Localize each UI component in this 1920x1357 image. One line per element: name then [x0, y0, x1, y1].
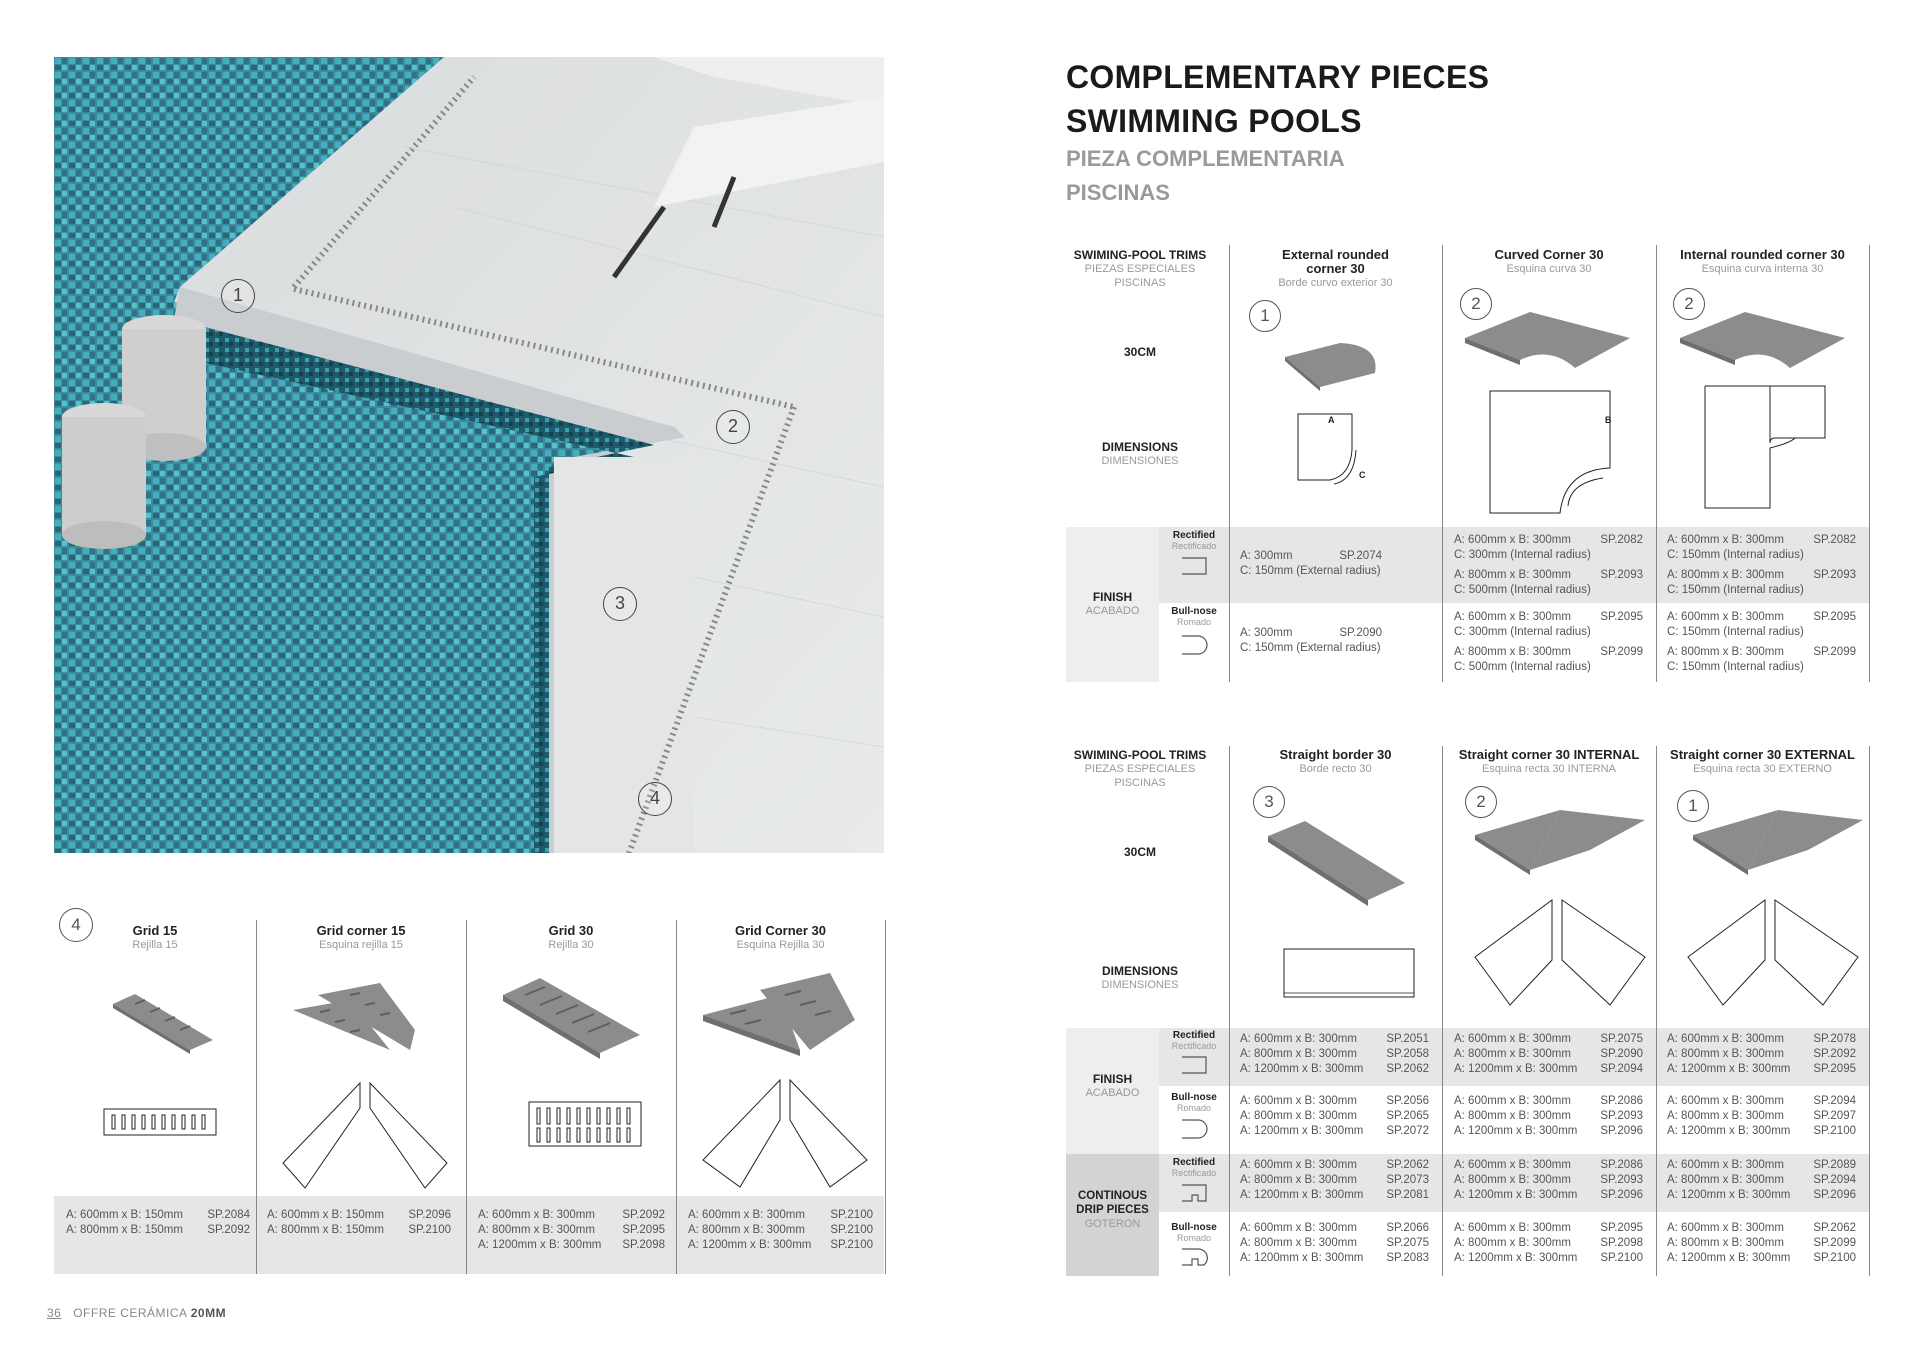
size-label: 30CM — [1123, 345, 1156, 359]
grid-corner-30-diagram — [700, 1075, 870, 1193]
dim-letter-a: A — [1328, 415, 1335, 425]
t1-rect-col2: A: 600mm x B: 300mm SP.2082 C: 300mm (Internal radius) A: 800mm x B: 300mm SP.2093 C: 500mm (Internal radius) — [1454, 534, 1643, 596]
divider — [1442, 245, 1443, 682]
straight-internal-diagram — [1470, 895, 1650, 1015]
finish-label: FINISH ACABADO — [1085, 590, 1140, 617]
grid-30-tile — [500, 975, 650, 1065]
straight-border-tile — [1265, 818, 1415, 918]
divider — [885, 920, 886, 1274]
col-curved-corner: Curved Corner 30 Esquina curva 30 — [1494, 247, 1604, 275]
dim-letter-c: C — [1359, 470, 1366, 480]
page-title — [1066, 55, 1489, 143]
subtitle-line-1: PIEZA COMPLEMENTARIA — [1066, 146, 1345, 171]
title-line-2: SWIMMING POOLS — [1066, 103, 1362, 139]
t1-rect-col3: A: 600mm x B: 300mm SP.2082 C: 150mm (Internal radius) A: 800mm x B: 300mm SP.2093 C: 150mm (Internal radius) — [1667, 534, 1856, 596]
dim-letter-b: B — [1605, 415, 1612, 425]
photo-callout-2: 2 — [716, 410, 750, 444]
straight-external-tile — [1688, 790, 1868, 890]
t2-db-c2: A: 600mm x B: 300mm SP.2095 A: 800mm x B: 300mm SP.2098 A: 1200mm x B: 300mm SP.2100 — [1454, 1222, 1643, 1264]
col5-callout: 2 — [1465, 786, 1497, 818]
drip-bullnose-icon — [1180, 1247, 1210, 1269]
drip-rectified-icon — [1180, 1183, 1210, 1205]
divider — [466, 920, 467, 1274]
photo-callout-3: 3 — [603, 587, 637, 621]
t2-db-c1: A: 600mm x B: 300mm SP.2066 A: 800mm x B: 300mm SP.2075 A: 1200mm x B: 300mm SP.2083 — [1240, 1222, 1429, 1264]
curved-corner-tile — [1460, 308, 1640, 378]
col-straight-internal: Straight corner 30 INTERNAL Esquina recta 30 INTERNA — [1458, 747, 1640, 775]
bullnose-edge-icon — [1180, 634, 1210, 656]
col-grid-30: Grid 30 Rejilla 30 — [548, 923, 594, 951]
footer-brand: OFFRE CERÁMICA — [73, 1306, 187, 1320]
t2-fb-c2: A: 600mm x B: 300mm SP.2086 A: 800mm x B: 300mm SP.2093 A: 1200mm x B: 300mm SP.2096 — [1454, 1095, 1643, 1137]
dimensions-label: DIMENSIONS DIMENSIONES — [1101, 440, 1179, 467]
pool-photo — [54, 57, 884, 853]
t2-fr-c1: A: 600mm x B: 300mm SP.2051 A: 800mm x B: 300mm SP.2058 A: 1200mm x B: 300mm SP.2062 — [1240, 1033, 1429, 1075]
col-external-rounded: External rounded corner 30 Borde curvo exterior 30 — [1278, 247, 1393, 289]
col1-callout: 1 — [1249, 300, 1281, 332]
internal-rounded-tile — [1675, 308, 1855, 378]
bullnose3-label: Bull-nose Romado — [1171, 1222, 1217, 1243]
divider — [1442, 746, 1443, 1276]
col4-callout: 3 — [1253, 786, 1285, 818]
trims2-label: SWIMING-POOL TRIMS PIEZAS ESPECIALES PISCINAS — [1073, 748, 1207, 789]
t1-bull-col2: A: 600mm x B: 300mm SP.2095 C: 300mm (Internal radius) A: 800mm x B: 300mm SP.2099 C: 500mm (Internal radius) — [1454, 611, 1643, 673]
col6-callout: 1 — [1677, 790, 1709, 822]
finish2-label: FINISH ACABADO — [1085, 1072, 1140, 1099]
dimensions2-label: DIMENSIONS DIMENSIONES — [1101, 964, 1179, 991]
page-footer — [47, 1306, 226, 1320]
curved-corner-diagram — [1485, 388, 1615, 518]
grid-30-data: A: 600mm x B: 300mm SP.2092 A: 800mm x B: 300mm SP.2095 A: 1200mm x B: 300mm SP.2098 — [478, 1209, 665, 1251]
grid-corner-15-diagram — [280, 1078, 450, 1193]
grid-corner-15-data: A: 600mm x B: 150mm SP.2096 A: 800mm x B: 150mm SP.2100 — [267, 1209, 451, 1236]
col-internal-rounded: Internal rounded corner 30 Esquina curva interna 30 — [1680, 247, 1845, 275]
grid-callout: 4 — [59, 908, 93, 942]
bullnose2-label: Bull-nose Romado — [1171, 1092, 1217, 1113]
col-grid-corner-15: Grid corner 15 Esquina rejilla 15 — [316, 923, 406, 951]
pool-photo-illustration — [54, 57, 884, 853]
straight-external-diagram — [1683, 895, 1863, 1015]
rectified-label: Rectified Rectificado — [1171, 530, 1217, 551]
external-rounded-diagram — [1290, 410, 1390, 490]
grid-15-data: A: 600mm x B: 150mm SP.2084 A: 800mm x B: 150mm SP.2092 — [66, 1209, 250, 1236]
rectified2-edge-icon — [1180, 1055, 1210, 1075]
grid-corner-15-tile — [290, 980, 420, 1056]
photo-callout-4: 4 — [638, 782, 672, 816]
t1-rect-col1: A: 300mm SP.2074 C: 150mm (External radius) — [1240, 550, 1382, 577]
t2-dr-c3: A: 600mm x B: 300mm SP.2089 A: 800mm x B: 300mm SP.2094 A: 1200mm x B: 300mm SP.2096 — [1667, 1159, 1856, 1201]
divider — [1656, 245, 1657, 682]
grid-30-diagram — [525, 1098, 645, 1150]
drip-label: CONTINOUS DRIP PIECES GOTERON — [1076, 1190, 1149, 1230]
divider — [1869, 245, 1870, 682]
divider — [256, 920, 257, 1274]
grid-15-diagram — [100, 1105, 220, 1141]
col-straight-external: Straight corner 30 EXTERNAL Esquina recta 30 EXTERNO — [1670, 747, 1855, 775]
col-grid-corner-30: Grid Corner 30 Esquina Rejilla 30 — [734, 923, 827, 951]
grid-corner-30-data: A: 600mm x B: 300mm SP.2100 A: 800mm x B: 300mm SP.2100 A: 1200mm x B: 300mm SP.2100 — [688, 1209, 873, 1251]
bullnose2-edge-icon — [1180, 1118, 1210, 1140]
grid-corner-30-tile — [700, 970, 860, 1060]
rectified3-label: Rectified Rectificado — [1171, 1157, 1217, 1178]
t2-fb-c1: A: 600mm x B: 300mm SP.2056 A: 800mm x B: 300mm SP.2065 A: 1200mm x B: 300mm SP.2072 — [1240, 1095, 1429, 1137]
external-rounded-tile — [1280, 335, 1390, 395]
divider — [1229, 746, 1230, 1276]
t2-dr-c2: A: 600mm x B: 300mm SP.2086 A: 800mm x B: 300mm SP.2093 A: 1200mm x B: 300mm SP.2096 — [1454, 1159, 1643, 1201]
t2-dr-c1: A: 600mm x B: 300mm SP.2062 A: 800mm x B: 300mm SP.2073 A: 1200mm x B: 300mm SP.2081 — [1240, 1159, 1429, 1201]
t2-db-c3: A: 600mm x B: 300mm SP.2062 A: 800mm x B: 300mm SP.2099 A: 1200mm x B: 300mm SP.2100 — [1667, 1222, 1856, 1264]
trims-label: SWIMING-POOL TRIMS PIEZAS ESPECIALES PISCINAS — [1073, 248, 1207, 289]
straight-internal-tile — [1470, 790, 1650, 890]
internal-rounded-diagram — [1700, 383, 1830, 513]
t2-fr-c2: A: 600mm x B: 300mm SP.2075 A: 800mm x B: 300mm SP.2090 A: 1200mm x B: 300mm SP.2094 — [1454, 1033, 1643, 1075]
col-grid-15: Grid 15 Rejilla 15 — [132, 923, 178, 951]
divider — [1229, 245, 1230, 682]
rectified-edge-icon — [1180, 556, 1210, 576]
photo-callout-1: 1 — [221, 279, 255, 313]
page-subtitle — [1066, 142, 1345, 210]
rectified2-label: Rectified Rectificado — [1171, 1030, 1217, 1051]
divider — [676, 920, 677, 1274]
subtitle-line-2: PISCINAS — [1066, 180, 1170, 205]
t1-bull-col1: A: 300mm SP.2090 C: 150mm (External radius) — [1240, 627, 1382, 654]
page-number: 36 — [47, 1306, 62, 1320]
t2-fr-c3: A: 600mm x B: 300mm SP.2078 A: 800mm x B: 300mm SP.2092 A: 1200mm x B: 300mm SP.2095 — [1667, 1033, 1856, 1075]
footer-thickness: 20MM — [190, 1306, 227, 1320]
grid-15-tile — [110, 990, 220, 1056]
col2-callout: 2 — [1460, 288, 1492, 320]
t1-bull-col3: A: 600mm x B: 300mm SP.2095 C: 150mm (Internal radius) A: 800mm x B: 300mm SP.2099 C: 150mm (Internal radius) — [1667, 611, 1856, 673]
t2-fb-c3: A: 600mm x B: 300mm SP.2094 A: 800mm x B: 300mm SP.2097 A: 1200mm x B: 300mm SP.2100 — [1667, 1095, 1856, 1137]
col-straight-border: Straight border 30 Borde recto 30 — [1279, 747, 1392, 775]
straight-border-diagram — [1280, 945, 1420, 1005]
col3-callout: 2 — [1673, 288, 1705, 320]
divider — [1656, 746, 1657, 1276]
bullnose-label: Bull-nose Romado — [1171, 606, 1217, 627]
size2-label: 30CM — [1123, 845, 1156, 859]
divider — [1869, 746, 1870, 1276]
title-line-1: COMPLEMENTARY PIECES — [1066, 59, 1490, 95]
